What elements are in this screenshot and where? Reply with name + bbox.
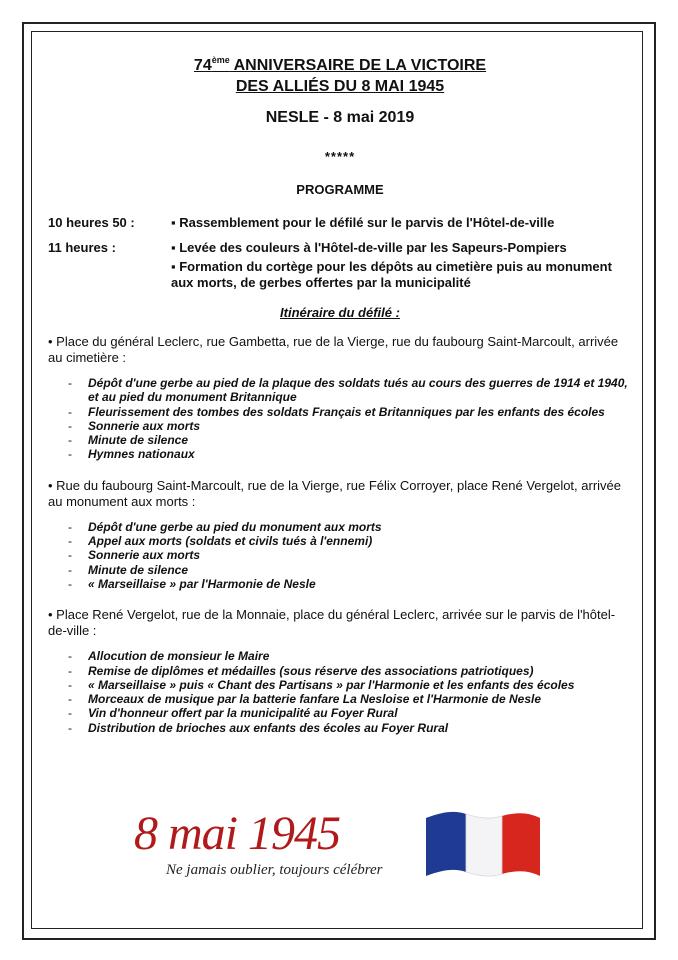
itinerary-section-2: [48, 478, 632, 591]
event-subtitle: NESLE - 8 mai 2019: [265, 109, 415, 126]
list-item: - Sonnerie aux morts: [68, 548, 201, 563]
section-intro: • Rue du faubourg Saint-Marcoult, rue de la Vierge, rue Félix Corroyer, place René Vergelot, arrivée au monument aux morts :: [48, 477, 622, 509]
section-intro: • Place du général Leclerc, rue Gambetta, rue de la Vierge, rue du faubourg Saint-Marcoult, arrivée au cimetière :: [48, 334, 619, 365]
section-intro: • Place René Vergelot, rue de la Monnaie, place du général Leclerc, arrivée sur le parvis de l'hôtel-de-ville :: [48, 607, 616, 639]
list-item: - Dépôt d'une gerbe au pied du monument aux morts: [68, 519, 382, 534]
list-item: - Sonnerie aux morts: [68, 418, 201, 433]
list-item: - Minute de silence: [68, 433, 189, 448]
schedule-row: [48, 240, 632, 291]
schedule-item: ▪ Formation du cortège pour les dépôts au cimetière puis au monument aux morts, de gerbes offertes par la municipalité: [171, 259, 612, 290]
schedule-item: ▪ Rassemblement pour le défilé sur le parvis de l'Hôtel-de-ville: [171, 215, 555, 230]
list-item: - Fleurissement des tombes des soldats Français et Britanniques par les enfants des écoles: [68, 404, 605, 419]
banner-date: 8 mai 1945: [134, 807, 340, 860]
separator-stars: *****: [324, 149, 356, 164]
itinerary-section-1: [48, 334, 632, 462]
title-line-2: DES ALLIÉS DU 8 MAI 1945: [235, 78, 445, 95]
list-item: - Allocution de monsieur le Maire: [68, 649, 270, 664]
schedule-time: 11 heures :: [48, 240, 116, 255]
title-line-1: 74ème ANNIVERSAIRE DE LA VICTOIRE: [193, 55, 487, 74]
list-item: - Minute de silence: [68, 562, 189, 577]
itinerary-heading: Itinéraire du défilé :: [280, 305, 400, 320]
list-item: - Appel aux morts (soldats et civils tués à l'ennemi): [68, 534, 373, 549]
banner-motto: Ne jamais oublier, toujours célébrer: [166, 862, 383, 878]
list-item: - Morceaux de musique par la batterie fanfare La Nesloise et l'Harmonie de Nesle: [68, 692, 542, 707]
document-body: [48, 50, 632, 735]
french-flag-icon: [424, 810, 542, 882]
programme-heading: PROGRAMME: [296, 182, 384, 197]
schedule: [48, 215, 632, 291]
list-item: - « Marseillaise » puis « Chant des Partisans » par l'Harmonie et les enfants des écoles: [68, 677, 575, 692]
list-item: - Dépôt d'une gerbe au pied de la plaque des soldats tués au cours des guerres de 1914 et 1940, et au pied du monument Britannique: [68, 376, 628, 405]
schedule-row: [48, 215, 632, 231]
list-item: - Hymnes nationaux: [68, 447, 195, 462]
itinerary-section-3: [48, 607, 632, 735]
schedule-time: 10 heures 50 :: [48, 215, 135, 230]
list-item: - « Marseillaise » par l'Harmonie de Nesle: [68, 576, 316, 591]
list-item: - Remise de diplômes et médailles (sous réserve des associations patriotiques): [68, 663, 534, 678]
schedule-item: ▪ Levée des couleurs à l'Hôtel-de-ville par les Sapeurs-Pompiers: [171, 240, 567, 255]
list-item: - Vin d'honneur offert par la municipalité au Foyer Rural: [68, 706, 398, 721]
list-item: - Distribution de brioches aux enfants des écoles au Foyer Rural: [68, 720, 449, 735]
